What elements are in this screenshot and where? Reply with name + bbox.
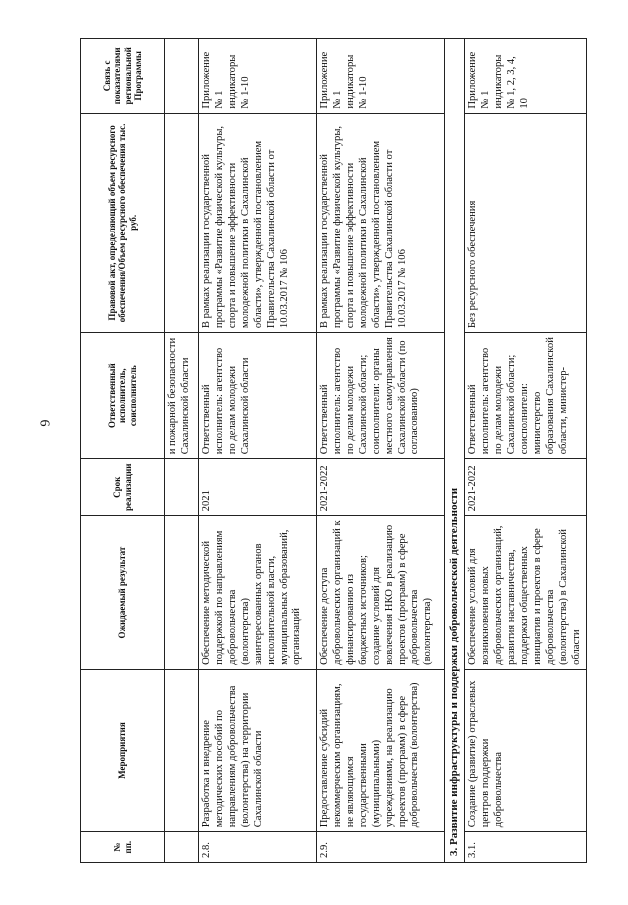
section-title: 3. Развитие инфраструктуры и поддержки добровольческой деятельности xyxy=(445,39,465,863)
cell-responsible: Ответственный исполнитель: агентство по делам молодежи Сахалинской области; соисполнители: органы местного самоуправления Сахалинской области (по согласованию) xyxy=(317,333,445,459)
cell-event: Создание (развитие) отраслевых центров поддержки добровольчества xyxy=(465,669,586,831)
cell-link: Приложение № 1 индикаторы № 1-10 xyxy=(199,39,317,114)
section-row xyxy=(445,39,465,863)
header-legal: Правовой акт, определяющий объем ресурсного обеспечения/Объем ресурсного обеспечения тыс. руб. xyxy=(81,113,165,332)
cell-result xyxy=(165,516,199,670)
cell-term: 2021-2022 xyxy=(465,459,586,516)
header-event: Мероприятия xyxy=(81,669,165,831)
rotated-table-container xyxy=(80,38,582,863)
cell-term: 2021 xyxy=(199,459,317,516)
table-row xyxy=(317,39,445,863)
cell-responsible: Ответственный исполнитель: агентство по делам молодежи Сахалинской области; соисполнители: министерство образования Сахалинской области, министер- xyxy=(465,333,586,459)
cell-num: 2.8. xyxy=(199,832,317,863)
header-term: Срок реализации xyxy=(81,459,165,516)
table-row xyxy=(165,39,199,863)
cell-term xyxy=(165,459,199,516)
cell-legal: Без ресурсного обеспечения xyxy=(465,113,586,332)
cell-responsible: Ответственный исполнитель: агентство по делам молодежи Сахалинской области xyxy=(199,333,317,459)
header-num: № пп. xyxy=(81,832,165,863)
cell-legal xyxy=(165,113,199,332)
cell-result: Обеспечение условий для возникновения новых добровольческих организаций, развития наставничества, поддержки общественных инициатив и проектов в сфере добровольчества (волонтерства) в Сахалинской области xyxy=(465,516,586,670)
header-responsible: Ответственный исполнитель, соисполнитель xyxy=(81,333,165,459)
cell-result: Обеспечение доступа добровольческих организаций к финансированию из бюджетных источников; создание условий для вовлечения НКО в реализацию проектов (программ) в сфере добровольчества (волонтерства) xyxy=(317,516,445,670)
cell-event: Предоставление субсидий некоммерческим организациям, не являющимся государственными (муниципальными) учреждениями, на реализацию проектов (программ) в сфере добровольчества (волонтерства) xyxy=(317,669,445,831)
cell-num xyxy=(165,832,199,863)
cell-link xyxy=(165,39,199,114)
cell-num: 3.1. xyxy=(465,832,586,863)
cell-term: 2021-2022 xyxy=(317,459,445,516)
cell-event xyxy=(165,669,199,831)
header-link: Связь с показателями региональной Программы xyxy=(81,39,165,114)
program-table xyxy=(80,38,587,863)
cell-num: 2.9. xyxy=(317,832,445,863)
cell-result: Обеспечение методической поддержкой по направлениям добровольчества (волонтерства) заинтересованных органов исполнительной власти, муниципальных образований, организаций xyxy=(199,516,317,670)
cell-link: Приложение № 1 индикаторы № 1-10 xyxy=(317,39,445,114)
page-number: 6 xyxy=(36,419,52,427)
cell-responsible: и пожарной безопасности Сахалинской области xyxy=(165,333,199,459)
cell-event: Разработка и внедрение методических пособий по направлениям добровольчества (волонтерства) на территории Сахалинской области xyxy=(199,669,317,831)
table-row xyxy=(199,39,317,863)
cell-legal: В рамках реализации государственной программы «Развитие физической культуры, спорта и повышение эффективности молодежной политики в Сахалинской области», утвержденной постановлением Правительства Сахалинской области от 10.03.2017 № 106 xyxy=(317,113,445,332)
header-result: Ожидаемый результат xyxy=(81,516,165,670)
cell-legal: В рамках реализации государственной программы «Развитие физической культуры, спорта и повышение эффективности молодежной политики в Сахалинской области», утвержденной постановлением Правительства Сахалинской области от 10.03.2017 № 106 xyxy=(199,113,317,332)
cell-link: Приложение № 1 индикаторы № 1, 2, 3, 4, 10 xyxy=(465,39,586,114)
header-row xyxy=(81,39,165,863)
table-row xyxy=(465,39,586,863)
